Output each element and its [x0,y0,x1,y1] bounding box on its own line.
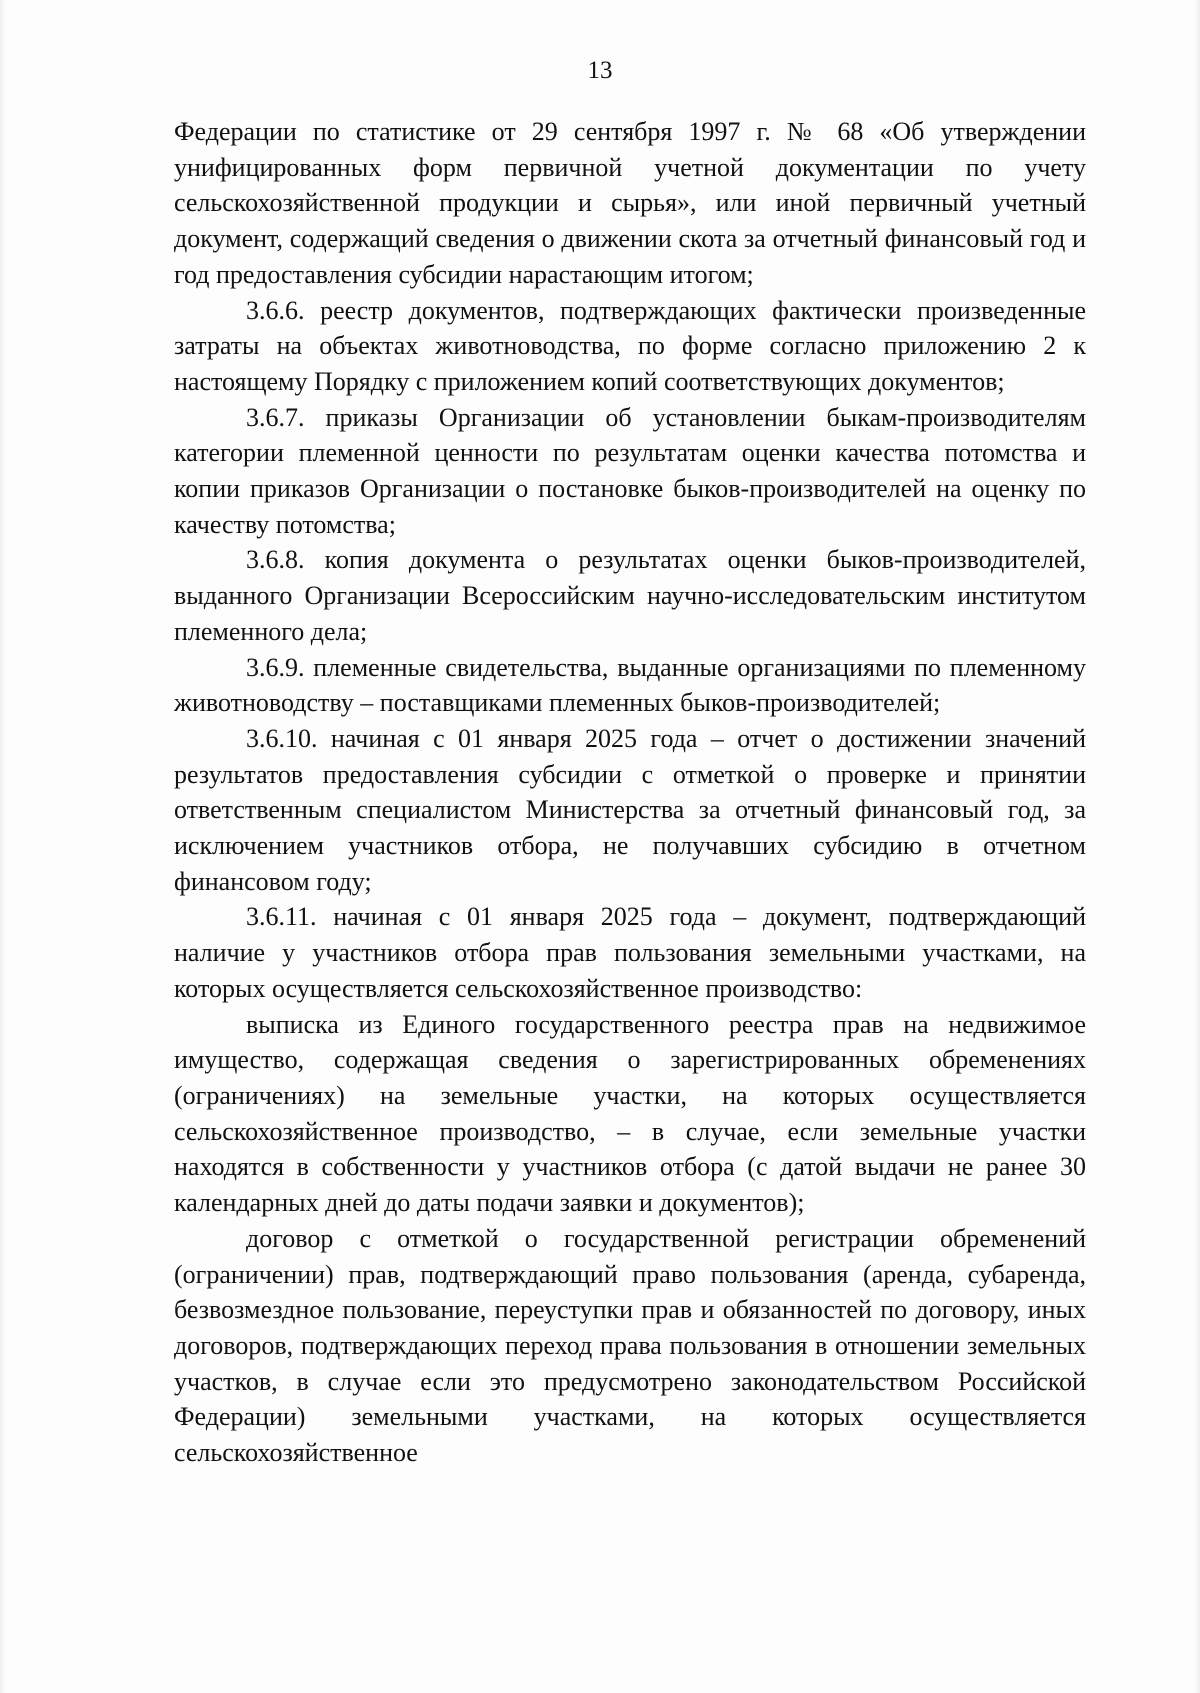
paragraph-3-6-6: 3.6.6. реестр документов, подтверждающих фактически произведенные затраты на объектах животноводства, по форме согласно приложению 2 к настоящему Порядку с приложением копий соответствующих документов; [174,295,1086,396]
paragraph-3-6-10: 3.6.10. начиная с 01 января 2025 года – отчет о достижении значений результатов предоставления субсидии с отметкой о проверке и принятии ответственным специалистом Министерства за отчетный финансовый год, за исключением участников отбора, не получавших субсидию в отчетном финансовом году; [174,723,1086,896]
paragraph-lease-agreement: договор с отметкой о государственной регистрации обременений (ограничении) прав, подтверждающий право пользования (аренда, субаренда, безвозмездное пользование, переуступки прав и обязанностей по договору, иных договоров, подтверждающих переход права пользования в отношении земельных участков, в случае если это предусмотрено законодательством Российской Федерации) земельными участками, на которых осуществляется сельскохозяйственное [174,1223,1086,1468]
document-body [174,114,1086,1471]
paragraph-registry-extract: выписка из Единого государственного реестра прав на недвижимое имущество, содержащая сведения о зарегистрированных обременениях (ограничениях) на земельные участки, на которых осуществляется сельскохозяйственное производство, – в случае, если земельные участки находятся в собственности у участников отбора (с датой выдачи не ранее 30 календарных дней до даты подачи заявки и документов); [174,1009,1086,1218]
page-edge-right [1194,0,1200,1693]
page-number: 13 [587,57,613,84]
paragraph-3-6-9: 3.6.9. племенные свидетельства, выданные организациями по племенному животноводству – поставщиками племенных быков-производителей; [174,652,1086,718]
paragraph-3-6-7: 3.6.7. приказы Организации об установлении быкам-производителям категории племенной ценности по результатам оценки качества потомства и копии приказов Организации о постановке быков-производителей на оценку по качеству потомства; [174,402,1086,539]
page-edge-left [0,0,6,1693]
paragraph-3-6-11: 3.6.11. начиная с 01 января 2025 года – документ, подтверждающий наличие у участников отбора прав пользования земельными участками, на которых осуществляется сельскохозяйственное производство: [174,902,1086,1003]
paragraph-3-6-8: 3.6.8. копия документа о результатах оценки быков-производителей, выданного Организации Всероссийским научно-исследовательским институтом племенного дела; [174,545,1086,646]
paragraph-continuation: Федерации по статистике от 29 сентября 1997 г. № 68 «Об утверждении унифицированных форм первичной учетной документации по учету сельскохозяйственной продукции и сырья», или иной первичный учетный документ, содержащий сведения о движении скота за отчетный финансовый год и год предоставления субсидии нарастающим итогом; [174,117,1086,289]
